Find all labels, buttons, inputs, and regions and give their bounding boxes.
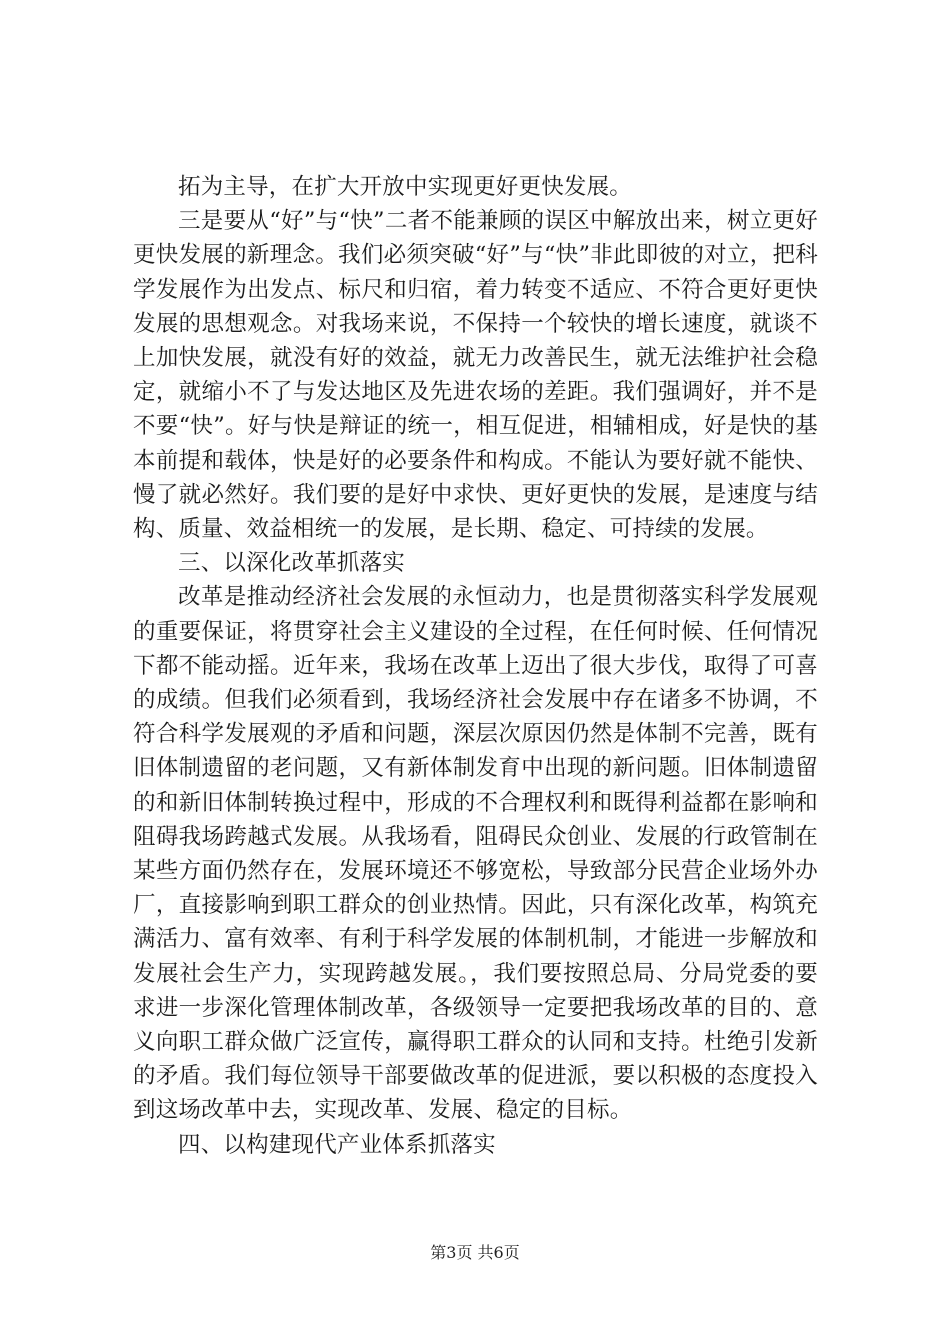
page-footer: 第3页 共6页 <box>430 1243 520 1262</box>
section-heading-industry: 四、以构建现代产业体系抓落实 <box>178 1131 496 1158</box>
section-heading-reform: 三、以深化改革抓落实 <box>178 550 406 577</box>
document-body <box>133 170 818 1162</box>
paragraph-continuation: 拓为主导，在扩大开放中实现更好更快发展。 <box>178 174 633 200</box>
paragraph-third-point: 三是要从“好”与“快”二者不能兼顾的误区中解放出来，树立更好更快发展的新理念。我们必须突破“好”与“快”非此即彼的对立，把科学发展作为出发点、标尺和归宿，着力转变不适应、不符合更好更快发展的思想观念。对我场来说，不保持一个较快的增长速度，就谈不上加快发展，就没有好的效益，就无力改善民生，就无法维护社会稳定，就缩小不了与发达地区及先进农场的差距。我们强调好，并不是不要“快”。好与快是辩证的统一，相互促进，相辅相成，好是快的基本前提和载体，快是好的必要条件和构成。不能认为要好就不能快、慢了就必然好。我们要的是好中求快、更好更快的发展，是速度与结构、质量、效益相统一的发展，是长期、稳定、可持续的发展。 <box>133 208 818 543</box>
paragraph-reform: 改革是推动经济社会发展的永恒动力，也是贯彻落实科学发展观的重要保证，将贯穿社会主义建设的全过程，在任何时候、任何情况下都不能动摇。近年来，我场在改革上迈出了很大步伐，取得了可喜的成绩。但我们必须看到，我场经济社会发展中存在诸多不协调，不符合科学发展观的矛盾和问题，深层次原因仍然是体制不完善，既有旧体制遗留的老问题，又有新体制发育中出现的新问题。旧体制遗留的和新旧体制转换过程中，形成的不合理权利和既得利益都在影响和阻碍我场跨越式发展。从我场看，阻碍民众创业、发展的行政管制在某些方面仍然存在，发展环境还不够宽松，导致部分民营企业场外办厂，直接影响到职工群众的创业热情。因此，只有深化改革，构筑充满活力、富有效率、有利于科学发展的体制机制，才能进一步解放和发展社会生产力，实现跨越发展。，我们要按照总局、分局党委的要求进一步深化管理体制改革，各级领导一定要把我场改革的目的、意义向职工群众做广泛宣传，赢得职工群众的认同和支持。杜绝引发新的矛盾。我们每位领导干部要做改革的促进派，要以积极的态度投入到这场改革中去，实现改革、发展、稳定的目标。 <box>133 584 818 1124</box>
